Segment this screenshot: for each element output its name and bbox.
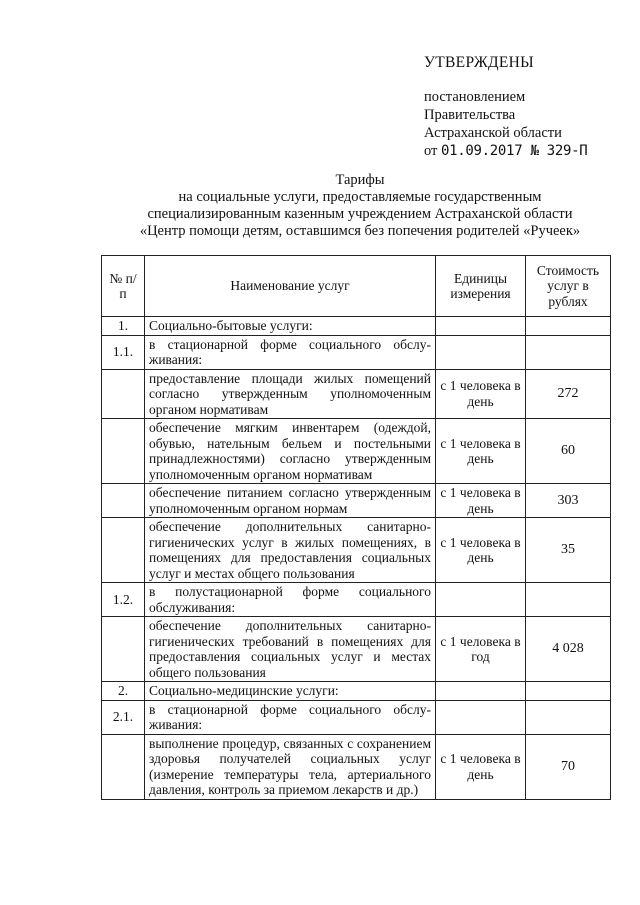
row-price xyxy=(526,317,611,336)
row-num: 2. xyxy=(102,682,145,701)
title-line-1: Тарифы xyxy=(335,172,385,188)
approval-line-2: Правительства xyxy=(424,107,516,123)
approval-prefix: от xyxy=(424,143,438,159)
table-row xyxy=(102,617,611,682)
row-name: Социально-бытовые услуги: xyxy=(145,317,436,336)
row-unit: с 1 человека в день xyxy=(436,484,526,518)
approval-date-line xyxy=(424,142,624,160)
row-name: в стационарной форме социального обслу-живания: xyxy=(145,335,436,369)
row-unit: с 1 человека в день xyxy=(436,518,526,583)
table-row xyxy=(102,484,611,518)
title-line-3: специализированным казенным учреждением Астраханской области xyxy=(147,206,573,222)
row-unit xyxy=(436,335,526,369)
approval-line-1: постановлением xyxy=(424,89,526,105)
table-row xyxy=(102,419,611,484)
row-price: 272 xyxy=(526,369,611,419)
row-name: обеспечение мягким инвентарем (одеждой, обувью, нательным бельем и постельными принадлежностями) согласно утвержденным уполномоченным органом нормативам xyxy=(145,419,436,484)
row-price: 70 xyxy=(526,734,611,799)
row-name: обеспечение питанием согласно утвержденным уполномоченным органом нормам xyxy=(145,484,436,518)
row-price xyxy=(526,682,611,701)
row-num: 1.2. xyxy=(102,583,145,617)
tariff-table xyxy=(101,255,611,800)
approval-block xyxy=(424,54,624,160)
table-row xyxy=(102,682,611,701)
row-price: 35 xyxy=(526,518,611,583)
row-num xyxy=(102,734,145,799)
table-row xyxy=(102,734,611,799)
title-line-4: «Центр помощи детям, оставшимся без попечения родителей «Ручеек» xyxy=(139,223,581,239)
table-row xyxy=(102,369,611,419)
row-price xyxy=(526,583,611,617)
row-unit xyxy=(436,700,526,734)
row-price: 4 028 xyxy=(526,617,611,682)
document-title xyxy=(100,172,620,240)
row-price: 303 xyxy=(526,484,611,518)
title-line-2: на социальные услуги, предоставляемые государственным xyxy=(178,189,542,205)
row-name: выполнение процедур, связанных с сохранением здоровья получателей социальных услуг (измерение температуры тела, артериального давления, контроль за приемом лекарств и др.) xyxy=(145,734,436,799)
row-price xyxy=(526,700,611,734)
row-name: предоставление площади жилых помещений согласно утвержденным уполномоченным органом нормативам xyxy=(145,369,436,419)
row-name: в полустационарной форме социального обслуживания: xyxy=(145,583,436,617)
row-unit xyxy=(436,682,526,701)
row-num: 1.1. xyxy=(102,335,145,369)
row-name: в стационарной форме социального обслу-живания: xyxy=(145,700,436,734)
table-row xyxy=(102,583,611,617)
header-price: Стоимость услуг в рублях xyxy=(526,256,611,317)
approval-line-3: Астраханской области xyxy=(424,125,562,141)
table-row xyxy=(102,335,611,369)
row-name: обеспечение дополнительных санитарно-гигиенических услуг в жилых помещениях, в помещениях для предоставления социальных услуг и местах общего пользования xyxy=(145,518,436,583)
row-unit: с 1 человека в день xyxy=(436,369,526,419)
row-num xyxy=(102,419,145,484)
table-row xyxy=(102,317,611,336)
approval-heading: УТВЕРЖДЕНЫ xyxy=(424,54,534,71)
row-num xyxy=(102,484,145,518)
approval-date-number: 01.09.2017 № 329-П xyxy=(441,143,588,159)
row-price: 60 xyxy=(526,419,611,484)
row-price xyxy=(526,335,611,369)
row-num: 1. xyxy=(102,317,145,336)
row-num: 2.1. xyxy=(102,700,145,734)
row-unit: с 1 человека в день xyxy=(436,419,526,484)
row-unit: с 1 человека в день xyxy=(436,734,526,799)
row-name: обеспечение дополнительных санитарно-гигиенических требований в помещениях для предоставления социальных услуг и местах общего пользования xyxy=(145,617,436,682)
row-num xyxy=(102,617,145,682)
table-row xyxy=(102,518,611,583)
table-header-row xyxy=(102,256,611,317)
table-body xyxy=(102,317,611,800)
table-row xyxy=(102,700,611,734)
row-num xyxy=(102,518,145,583)
header-num: № п/п xyxy=(102,256,145,317)
row-unit: с 1 человека в год xyxy=(436,617,526,682)
header-unit: Единицы измерения xyxy=(436,256,526,317)
row-name: Социально-медицинские услуги: xyxy=(145,682,436,701)
row-unit xyxy=(436,583,526,617)
header-name: Наименование услуг xyxy=(145,256,436,317)
row-num xyxy=(102,369,145,419)
row-unit xyxy=(436,317,526,336)
